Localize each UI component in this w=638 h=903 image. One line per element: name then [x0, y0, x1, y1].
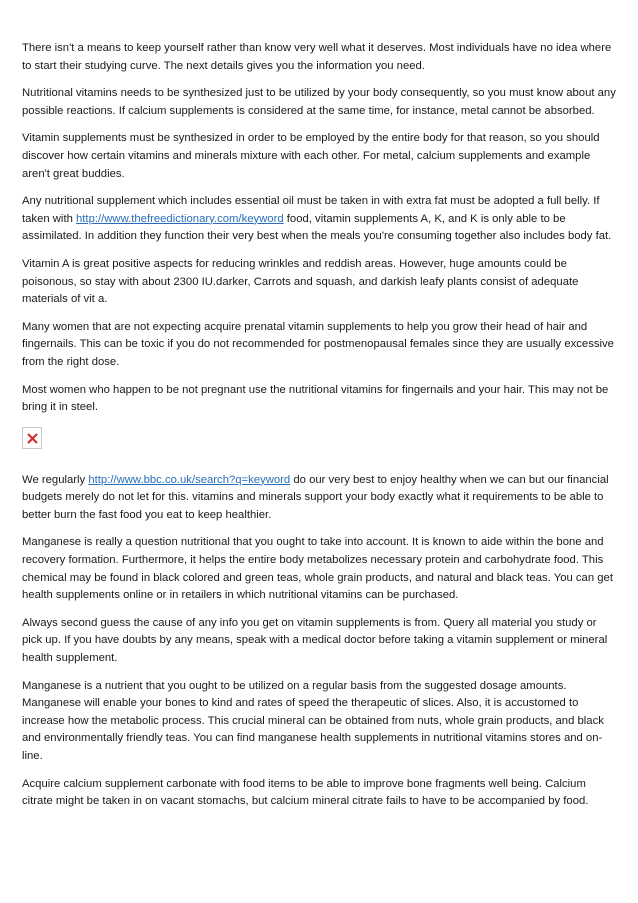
paragraph-11: Manganese is a nutrient that you ought to be utilized on a regular basis from the suggested dosage amounts. Manganese will enable your bones to kind and rates of speed the therapeutic of slices. Also, it is accustomed to increase how the metabolic process. This crucial mineral can be obtained from nuts, whole grain products, and black and environmentally friendly teas. You can find manganese health supplements in nutritional vitamins stores and on-line. [22, 679, 604, 762]
paragraph-6: Many women that are not expecting acquire prenatal vitamin supplements to help you grow their head of hair and fingernails. This can be toxic if you do not recommended for postmenopausal females since they are usually excessive from the right dose. [22, 320, 614, 368]
paragraph-4 [22, 193, 618, 246]
paragraph-10: Always second guess the cause of any info you get on vitamin supplements is from. Query all material you study or pick up. If you have doubts by any means, speak with a medical doctor before taking a vitamin supplement or mineral health supplement. [22, 616, 608, 665]
paragraph-3: Vitamin supplements must be synthesized in order to be employed by the entire body for that reason, so you should discover how certain vitamins and minerals mixture with each other. For metal, calcium supplements and example aren't great buddies. [22, 132, 600, 180]
paragraph-12: Acquire calcium supplement carbonate with food items to be able to improve bone fragments well being. Calcium citrate might be taken in on vacant stomachs, but calcium mineral citrate fails to have to be accompanied by food. [22, 777, 589, 808]
document-body [22, 40, 618, 821]
paragraph-8-text-before: We regularly [22, 473, 89, 486]
paragraph-8-text-after: do our very best to enjoy healthy when we can but our financial budgets merely do not let for this. vitamins and minerals support your body exactly what it requirements to be able to better burn the fast food you eat to keep healthier. [22, 473, 609, 521]
paragraph-4-text-after: food, vitamin supplements A, K, and K is only able to be assimilated. In addition they function their very best when the meals you're consuming together also includes body fat. [22, 212, 612, 243]
paragraph-2: Nutritional vitamins needs to be synthesized just to be utilized by your body consequently, so you must know about any possible reactions. If calcium supplements is considered at the same time, for instance, metal cannot be absorbed. [22, 87, 616, 117]
paragraph-5: Vitamin A is great positive aspects for reducing wrinkles and reddish areas. However, huge amounts could be poisonous, so stay with about 2300 IU.darker, Carrots and squash, and darkish leafy plants consist of adequate materials of vit a. [22, 257, 579, 306]
link-bbc-search[interactable]: http://www.bbc.co.uk/search?q=keyword [88, 473, 291, 486]
paragraph-9: Manganese is really a question nutritional that you ought to take into account. It is known to aide within the bone and recovery formation. Furthermore, it helps the entire body metabolizes necessary protein and carbohydrate food. This chemical may be found in black colored and green teas, whole grain products, and natural and black teas. You can get health supplements online or in retailers in which nutritional vitamins can be purchased. [22, 536, 613, 602]
link-thefreedictionary[interactable]: http://www.thefreedictionary.com/keyword [76, 212, 284, 225]
paragraph-8 [22, 472, 618, 525]
paragraph-1: There isn't a means to keep yourself rather than know very well what it deserves. Most individuals have no idea where to start their studying curve. The next details gives you the information you need. [22, 42, 612, 72]
paragraph-4-text-before: Any nutritional supplement which includes essential oil must be taken in with extra fat must be adopted a full belly. If taken with [22, 195, 600, 225]
broken-image-icon [22, 427, 42, 449]
image-placeholder [22, 427, 618, 457]
paragraph-7: Most women who happen to be not pregnant use the nutritional vitamins for fingernails and your hair. This may not be bring it in steel. [22, 383, 609, 414]
